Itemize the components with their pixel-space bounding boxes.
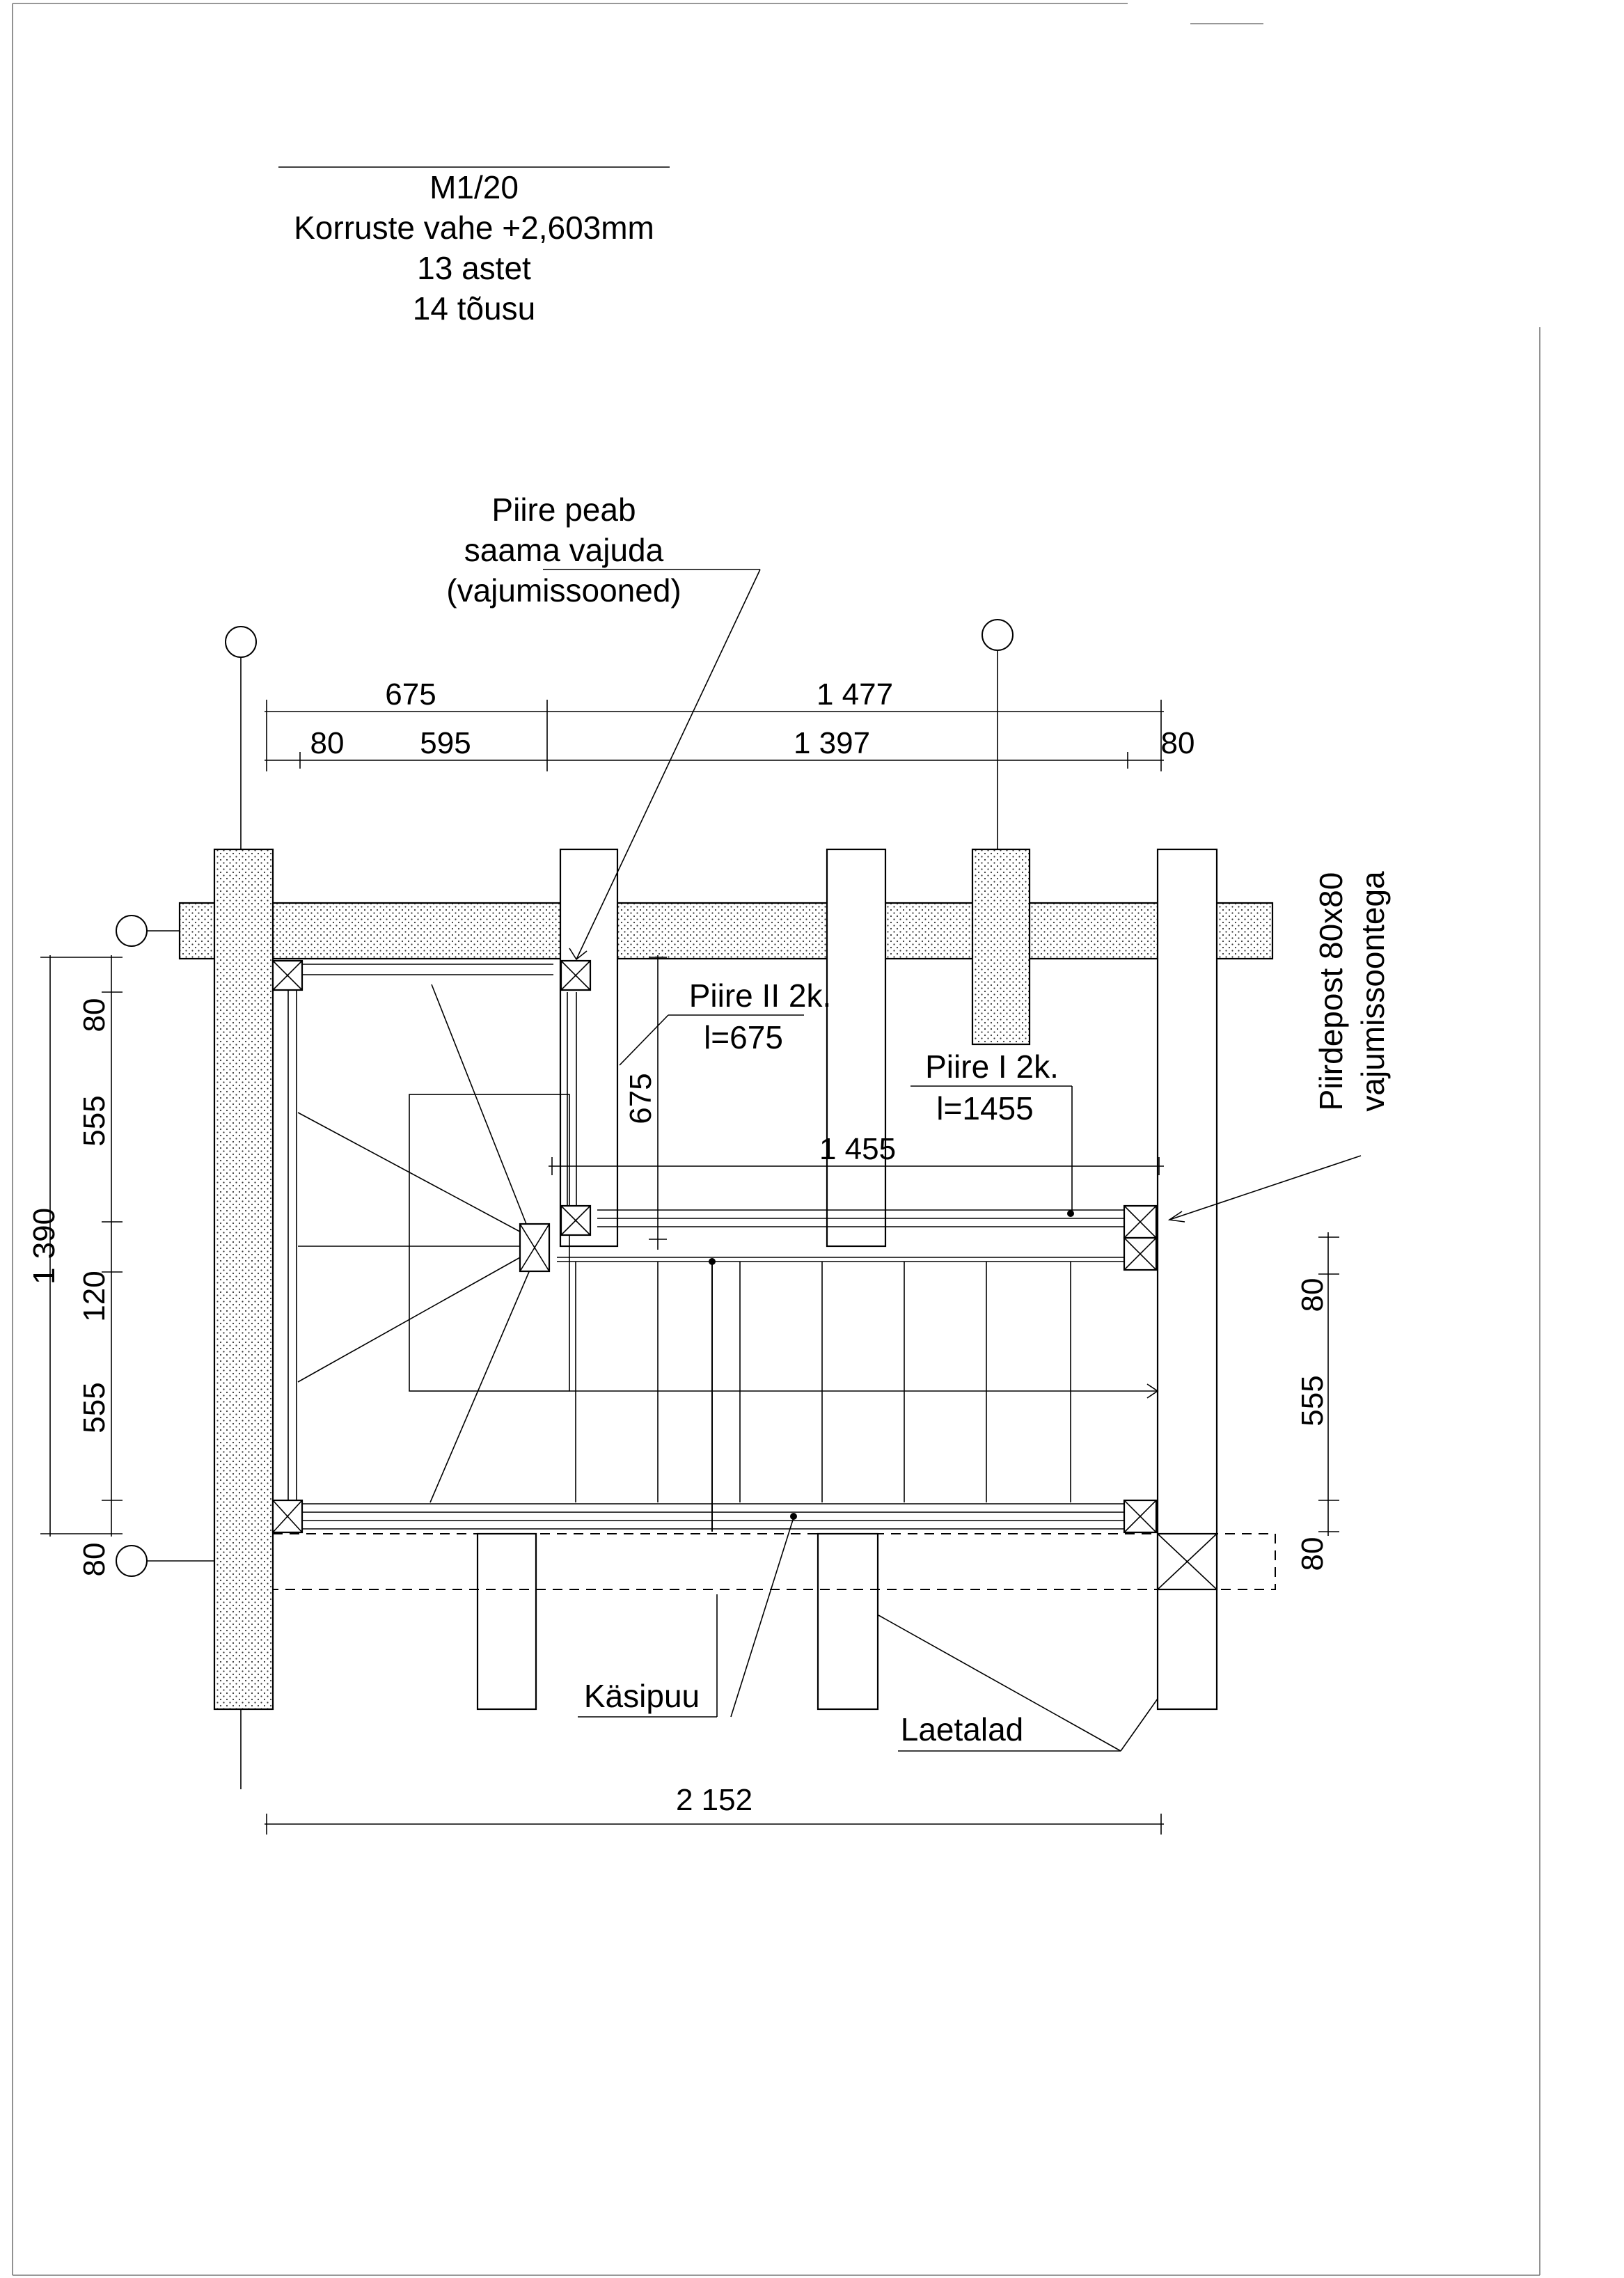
joist-5 [818, 1534, 878, 1709]
risers-label: 14 tõusu [412, 290, 536, 327]
railing-note-line-2: saama vajuda [464, 532, 664, 568]
handrail-point-b [1067, 1210, 1074, 1217]
railing-two-line-2: l=675 [704, 1019, 783, 1055]
railing-note-line-1: Piire peab [491, 492, 636, 528]
post-corner-large [1158, 1534, 1217, 1589]
joist-2 [827, 849, 885, 1246]
axis-circle-left-middle [116, 916, 147, 946]
railing-two-line-1: Piire II 2k. [688, 977, 832, 1014]
dim-bottom-2152: 2 152 [675, 1783, 753, 1817]
post-top-left [273, 961, 302, 990]
right-dimensions [1295, 1232, 1339, 1571]
annotation-railing-two [620, 977, 831, 1065]
dim-inner-675: 675 [624, 1073, 658, 1124]
dim-right-80-top: 80 [1295, 1278, 1330, 1312]
dim-left-555-bottom: 555 [77, 1382, 111, 1433]
annotation-joists [878, 1615, 1158, 1751]
joist-4 [478, 1534, 536, 1709]
dim-right-555: 555 [1295, 1375, 1330, 1427]
dim-top-80-right: 80 [1160, 726, 1195, 760]
wall-stub-right [972, 849, 1030, 1044]
dim-right-80-bottom: 80 [1295, 1537, 1330, 1571]
top-dimensions [265, 677, 1195, 771]
dim-inner-1455: 1 455 [819, 1132, 897, 1166]
railing-one-line-2: l=1455 [936, 1090, 1034, 1126]
dim-left-120: 120 [77, 1271, 111, 1322]
dim-top-1477: 1 477 [816, 677, 894, 712]
dim-top-675: 675 [385, 677, 436, 712]
post-winder [520, 1224, 549, 1271]
dim-top-80-left: 80 [310, 726, 345, 760]
post-bottom-left [273, 1500, 302, 1532]
bottom-dimension [265, 1783, 1164, 1835]
axis-circle-left-bottom [116, 1546, 147, 1576]
steps-label: 13 astet [417, 250, 531, 286]
handrail-point-a [709, 1258, 716, 1265]
railing-one-line-1: Piire I 2k. [925, 1048, 1059, 1085]
annotation-handrail [578, 1518, 794, 1717]
post-right-middle [1124, 1238, 1156, 1270]
handrail-label: Käsipuu [583, 1678, 700, 1714]
railing-note-line-3: (vajumissooned) [446, 572, 681, 608]
dim-left-555-top: 555 [77, 1095, 111, 1147]
post-center-a [561, 1206, 590, 1235]
wall-horizontal [180, 903, 1272, 959]
axis-circle-right-top [982, 620, 1013, 650]
post-note-line-2: vajumissoontega [1355, 871, 1391, 1112]
dim-left-80-top: 80 [77, 998, 111, 1032]
dim-top-595: 595 [420, 726, 471, 760]
post-note-line-1: Piirdepost 80x80 [1313, 872, 1349, 1111]
left-dimensions [27, 955, 123, 1576]
axis-circle-left-top [226, 627, 256, 657]
dim-left-80-bottom: 80 [77, 1542, 111, 1577]
post-top-mid [561, 961, 590, 990]
joists-label: Laetalad [900, 1711, 1024, 1747]
wall-left [214, 849, 273, 1709]
title-block [278, 167, 670, 327]
floor-height-label: Korruste vahe +2,603mm [294, 210, 654, 246]
scale-label: M1/20 [429, 169, 519, 205]
annotation-railing-one [910, 1048, 1072, 1211]
post-bottom-right [1124, 1500, 1156, 1532]
dim-top-1397: 1 397 [793, 726, 871, 760]
dim-left-1390: 1 390 [27, 1207, 61, 1285]
post-right-upper [1124, 1206, 1156, 1238]
